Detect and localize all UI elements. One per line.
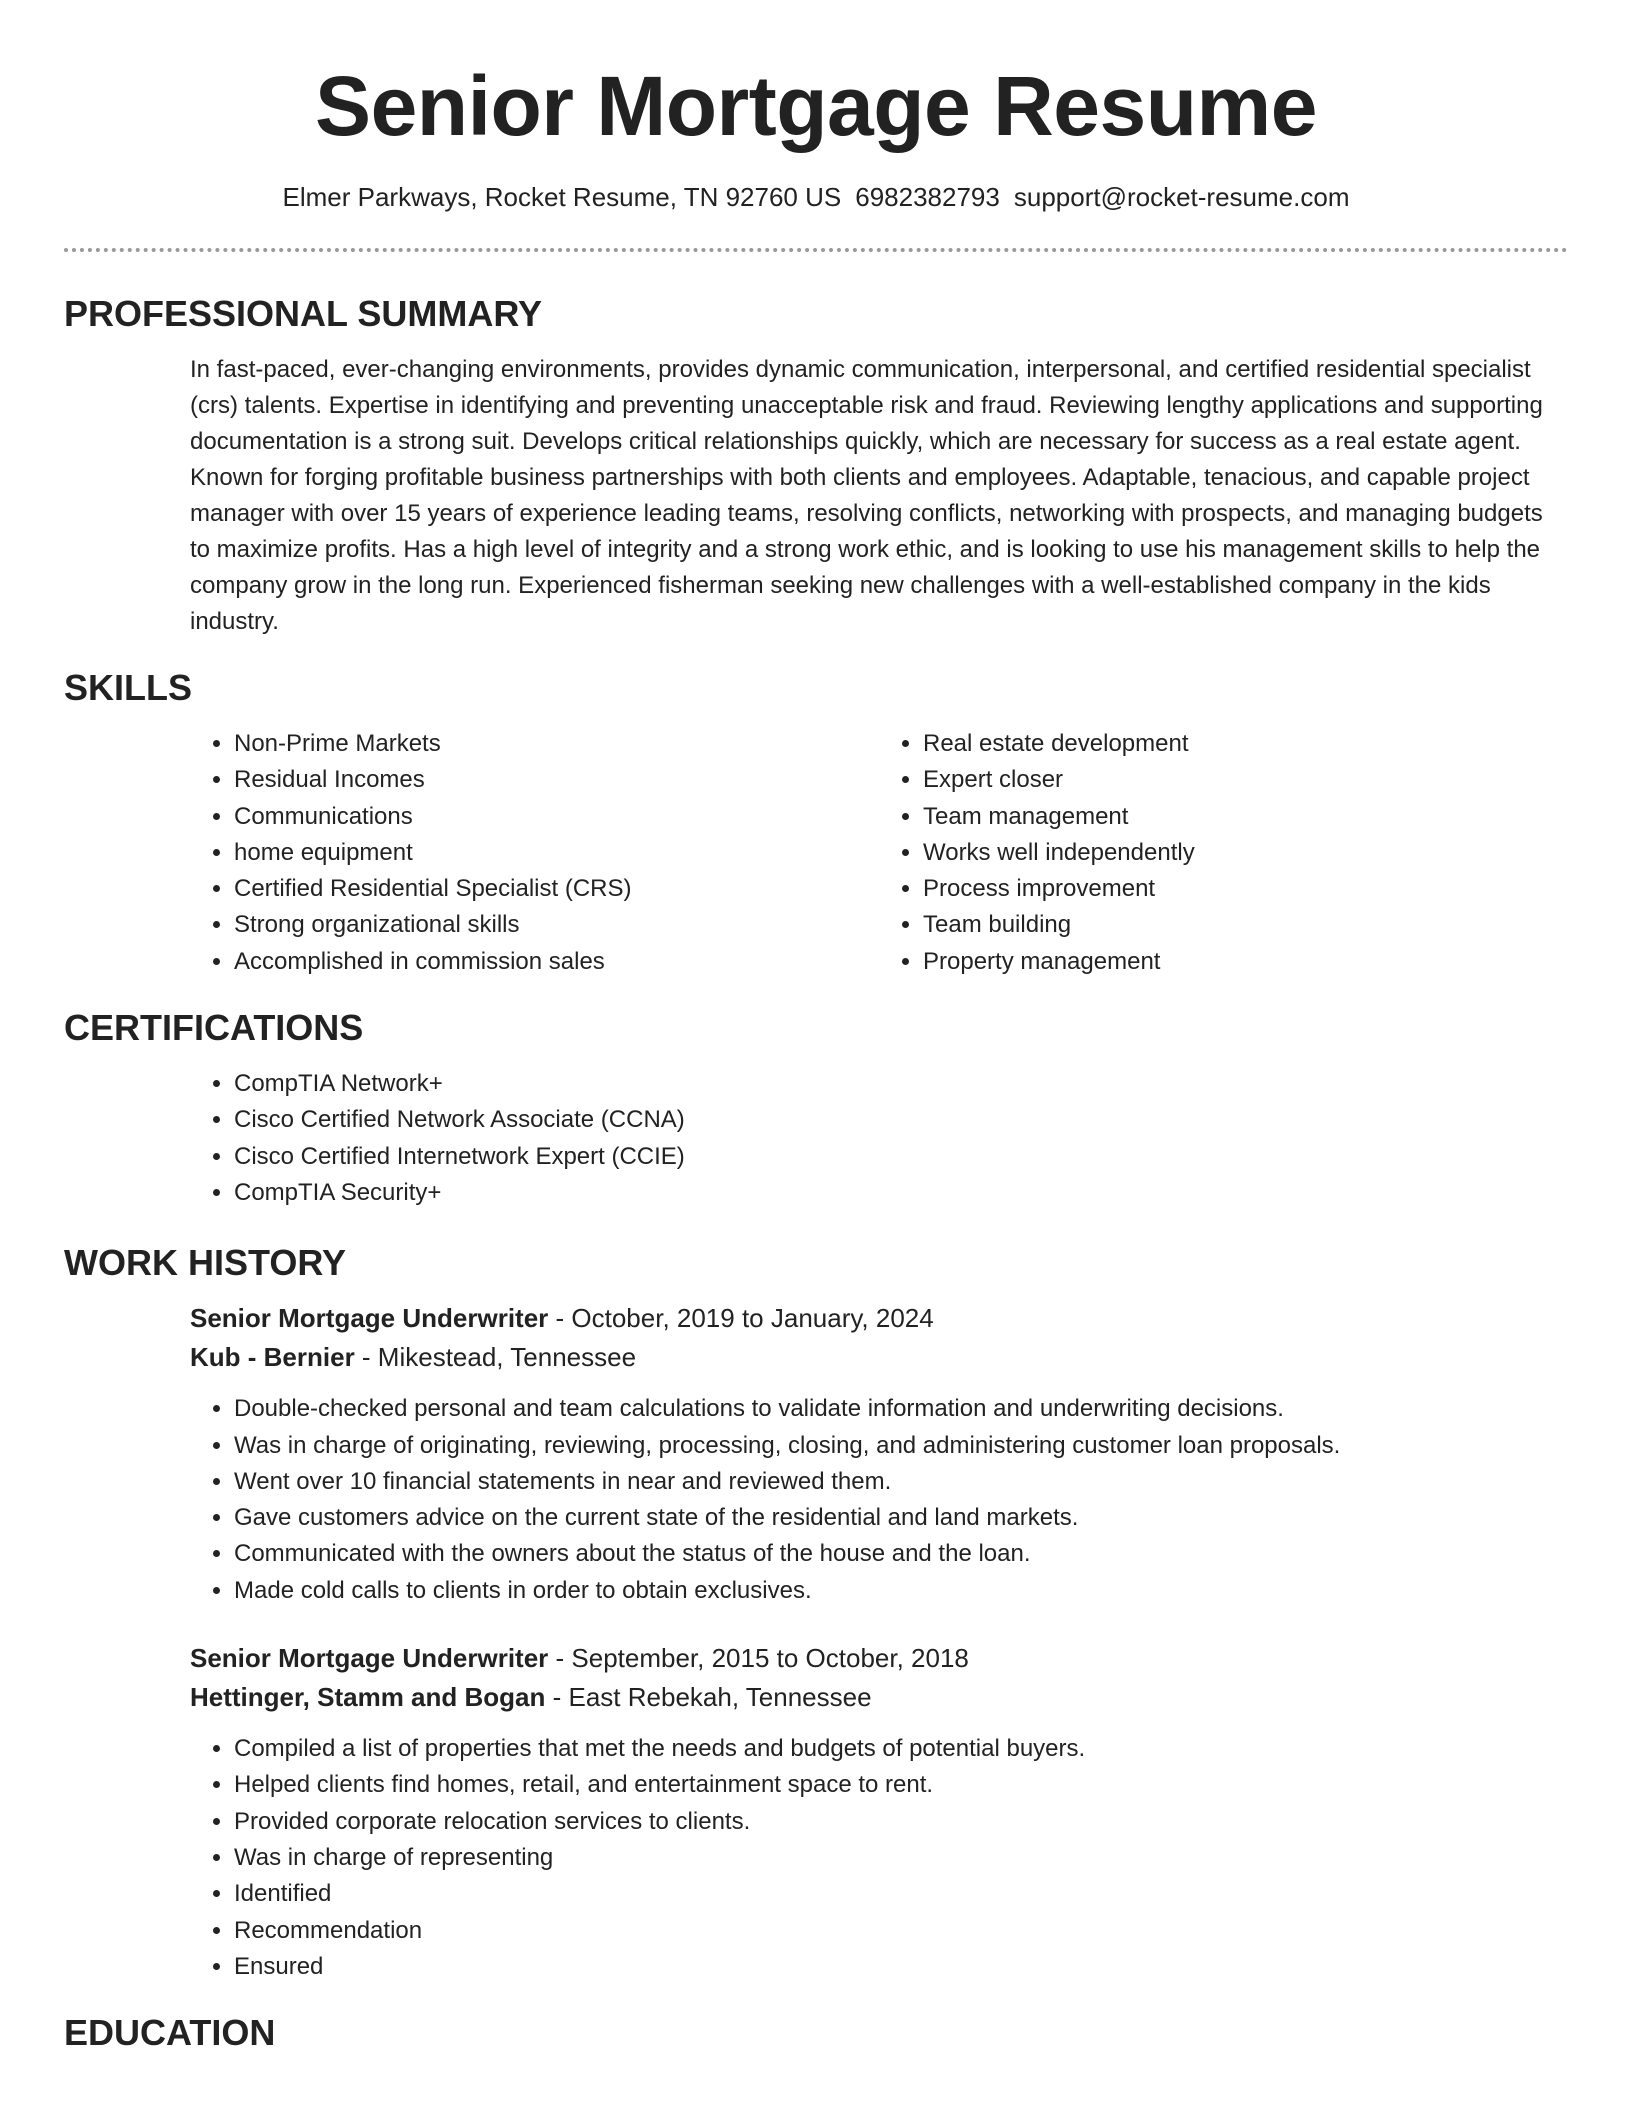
job-title-line [190,1639,1568,1678]
list-item: • Provided corporate relocation services to clients. [234,1804,1568,1840]
list-item: • Double-checked personal and team calculations to validate information and underwriting decisions. [234,1391,1568,1427]
list-item: • Cisco Certified Internetwork Expert (CCIE) [234,1139,1568,1175]
list-item: • Was in charge of representing [234,1840,1568,1876]
list-item: • Cisco Certified Network Associate (CCNA) [234,1102,1568,1138]
job-location: - East Rebekah, Tennessee [545,1682,872,1713]
list-item: • Property management [923,944,1568,980]
list-item: • Gave customers advice on the current state of the residential and land markets. [234,1500,1568,1536]
list-item: • Residual Incomes [234,762,879,798]
list-item: • Accomplished in commission sales [234,944,879,980]
list-item: • Was in charge of originating, reviewing, processing, closing, and administering customer loan proposals. [234,1428,1568,1464]
list-item: • Ensured [234,1949,1568,1985]
list-item: • Expert closer [923,762,1568,798]
job-title-line [190,1299,1568,1338]
list-item: • Strong organizational skills [234,907,879,943]
list-item: • Certified Residential Specialist (CRS) [234,871,879,907]
list-item: • Process improvement [923,871,1568,907]
list-item: • Non-Prime Markets [234,726,879,762]
list-item: • Identified [234,1876,1568,1912]
skills-heading: SKILLS [64,667,193,708]
education-heading: EDUCATION [64,2012,276,2054]
list-item: • Works well independently [923,835,1568,871]
summary-heading: PROFESSIONAL SUMMARY [64,293,543,334]
list-item: • Communicated with the owners about the status of the house and the loan. [234,1536,1568,1572]
list-item: • Real estate development [923,726,1568,762]
list-item: • CompTIA Security+ [234,1175,1568,1211]
contact-phone: 6982382793 [855,182,1000,212]
job-company: Kub - Bernier [190,1342,355,1373]
skills-list-right [879,726,1568,980]
list-item: • Helped clients find homes, retail, and entertainment space to rent. [234,1767,1568,1803]
contact-address: Elmer Parkways, Rocket Resume, TN 92760 US [282,182,842,212]
list-item: • Team building [923,907,1568,943]
list-item: • Team management [923,799,1568,835]
skills-list-left [190,726,879,980]
contact-email[interactable]: support@rocket-resume.com [1013,182,1350,212]
list-item: • Went over 10 financial statements in near and reviewed them. [234,1464,1568,1500]
certifications-heading: CERTIFICATIONS [64,1007,364,1049]
list-item: • home equipment [234,835,879,871]
job-entry [190,1639,1568,1985]
job-dates: - October, 2019 to January, 2024 [548,1303,934,1334]
list-item: • Recommendation [234,1913,1568,1949]
summary-text: In fast-paced, ever-changing environments, provides dynamic communication, interpersonal, and certified residential specialist (crs) talents. Expertise in identifying and preventing unacceptable risk and fraud. Reviewing lengthy applications and supporting documentation is a strong suit. Develops critical relationships quickly, which are necessary for success as a real estate agent. Known for forging profitable business partnerships with both clients and employees. Adaptable, tenacious, and capable project manager with over 15 years of experience leading teams, resolving conflicts, networking with prospects, and managing budgets to maximize profits. Has a high level of integrity and a strong work ethic, and is looking to use his management skills to help the company grow in the long run. Experienced fisherman seeking new challenges with a well-established company in the kids industry. [190,356,1543,635]
resume-page [64,0,1568,2055]
job-title: Senior Mortgage Underwriter [190,1303,549,1334]
page-title: Senior Mortgage Resume [315,59,1317,153]
job-dates: - September, 2015 to October, 2018 [548,1643,969,1674]
job-entry [190,1299,1568,1609]
certifications-section [190,1066,1568,1211]
job-duties [190,1731,1568,1985]
skills-section [190,726,1568,980]
list-item: • Made cold calls to clients in order to obtain exclusives. [234,1573,1568,1609]
job-location: - Mikestead, Tennessee [354,1342,637,1373]
contact-line [64,180,1568,214]
job-company-line [190,1678,1568,1717]
certifications-list [190,1066,1568,1211]
header-divider [64,248,1568,252]
list-item: • CompTIA Network+ [234,1066,1568,1102]
list-item: • Communications [234,799,879,835]
summary-section [190,352,1568,640]
job-title: Senior Mortgage Underwriter [190,1643,549,1674]
job-company-line [190,1338,1568,1377]
job-company: Hettinger, Stamm and Bogan [190,1682,546,1713]
job-duties [190,1391,1568,1609]
work-history-section [190,1299,1568,1985]
list-item: • Compiled a list of properties that met the needs and budgets of potential buyers. [234,1731,1568,1767]
work-history-heading: WORK HISTORY [64,1242,347,1284]
